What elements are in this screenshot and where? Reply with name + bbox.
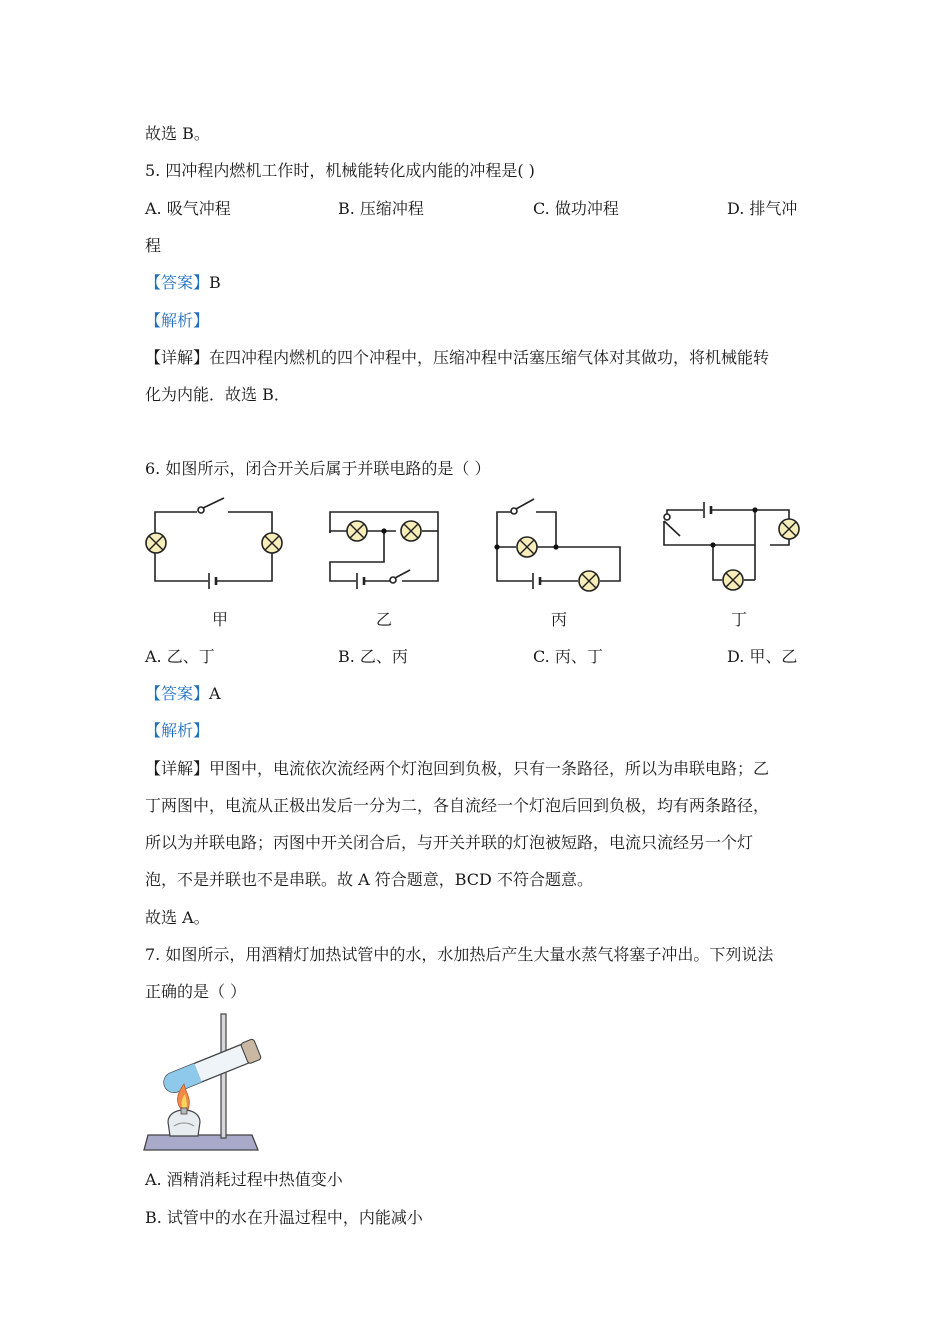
caption-ding: 丁 <box>730 610 747 629</box>
q6-detail <box>145 759 769 779</box>
circuit-yi <box>330 512 438 589</box>
answer-tag: 【答案】 <box>145 684 210 703</box>
answer-value: B <box>209 273 221 292</box>
q6-option-b: B. 乙、丙 <box>338 647 408 666</box>
q5-analysis-tag: 【解析】 <box>145 311 210 330</box>
circuit-ding <box>664 502 789 580</box>
q5-option-c: C. 做功冲程 <box>533 199 619 218</box>
q5-detail-cont: 化为内能．故选 B． <box>145 385 290 404</box>
q5-option-b: B. 压缩冲程 <box>338 199 424 218</box>
answer-value: A <box>209 684 221 703</box>
prev-conclusion: 故选 B。 <box>145 124 210 143</box>
caption-yi: 乙 <box>375 610 392 629</box>
answer-tag: 【答案】 <box>145 273 210 292</box>
q5-option-wrap: 程 <box>145 236 162 255</box>
experiment-illustration <box>140 1010 270 1160</box>
detail-tag: 【详解】 <box>145 759 210 778</box>
q5-option-a: A. 吸气冲程 <box>145 199 231 218</box>
detail-tag: 【详解】 <box>145 348 210 367</box>
q5-detail <box>145 348 769 368</box>
q6-analysis-tag: 【解析】 <box>145 721 210 740</box>
caption-bing: 丙 <box>550 610 567 629</box>
q6-stem: 6. 如图所示，闭合开关后属于并联电路的是（ ） <box>145 459 491 478</box>
q6-option-a: A. 乙、丁 <box>145 647 215 666</box>
stand-rod <box>221 1014 226 1138</box>
q6-answer <box>145 684 221 704</box>
q7-option-b: B. 试管中的水在升温过程中，内能减小 <box>145 1208 423 1227</box>
detail-text: 在四冲程内燃机的四个冲程中，压缩冲程中活塞压缩气体对其做功，将机械能转 <box>209 348 770 367</box>
q7-stem: 7. 如图所示，用酒精灯加热试管中的水，水加热后产生大量水蒸气将塞子冲出。下列说法 <box>145 945 774 964</box>
stand-base <box>144 1135 258 1150</box>
q6-conclusion: 故选 A。 <box>145 908 210 927</box>
q7-stem-cont: 正确的是（ ） <box>145 982 247 1001</box>
test-tube <box>161 1038 262 1096</box>
q6-option-d: D. 甲、乙 <box>727 647 798 666</box>
q6-option-c: C. 丙、丁 <box>533 647 603 666</box>
q5-stem: 5. 四冲程内燃机工作时，机械能转化成内能的冲程是( ) <box>145 161 535 180</box>
q6-detail-line-4: 泡，不是并联也不是串联。故 A 符合题意，BCD 不符合题意。 <box>145 870 593 889</box>
q6-detail-line-3: 所以为并联电路；丙图中开关闭合后，与开关并联的灯泡被短路，电流只流经另一个灯 <box>145 833 754 852</box>
circuit-jia <box>155 498 272 589</box>
circuit-bing <box>497 499 620 589</box>
q6-detail-line-2: 丁两图中，电流从正极出发后一分为二，各自流经一个灯泡后回到负极，均有两条路径， <box>145 796 770 815</box>
detail-text: 甲图中，电流依次流经两个灯泡回到负极，只有一条路径，所以为串联电路；乙 <box>209 759 770 778</box>
circuit-diagrams <box>0 490 950 640</box>
q5-option-d: D. 排气冲 <box>727 199 798 218</box>
caption-jia: 甲 <box>211 610 228 629</box>
q5-answer <box>145 273 221 293</box>
q7-option-a: A. 酒精消耗过程中热值变小 <box>145 1170 343 1189</box>
